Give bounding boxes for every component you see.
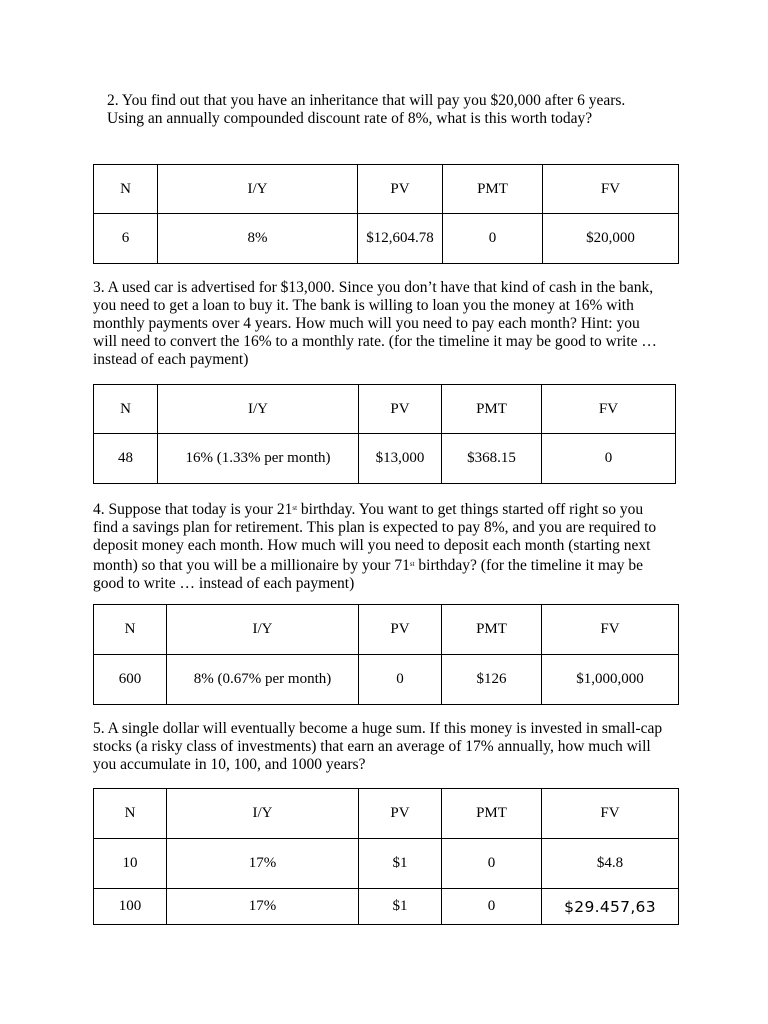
cell-pmt: $126 <box>442 655 542 705</box>
cell-pmt: $368.15 <box>442 434 542 484</box>
cell-iy: 17% <box>167 839 359 889</box>
question-4-table <box>93 604 679 705</box>
cell-n: 6 <box>94 214 158 264</box>
cell-fv: $1,000,000 <box>542 655 679 705</box>
table-row <box>94 839 679 889</box>
question-2-text: 2. You find out that you have an inheritance that will pay you $20,000 after 6 years. Using an annually compounded discount rate of 8%, what is this worth today? <box>107 92 626 127</box>
cell-pv: $13,000 <box>359 434 442 484</box>
cell-pv: $1 <box>359 839 442 889</box>
q4-text-b: birthday. You want to get things started off right so you find a savings plan for retirement. This plan is expected to pay 8%, and you are required to deposit money each month. How much will you need to deposit each month (starting next month) so that you will be a millionaire by your 71 <box>93 501 657 574</box>
header-pv: PV <box>358 165 443 214</box>
cell-iy: 16% (1.33% per month) <box>158 434 359 484</box>
cell-pmt: 0 <box>442 889 542 925</box>
cell-fv: 0 <box>542 434 676 484</box>
header-pv: PV <box>359 385 442 434</box>
cell-pv: 0 <box>359 655 442 705</box>
q4-text-a: 4. Suppose that today is your 21 <box>93 501 293 518</box>
header-fv: FV <box>543 165 679 214</box>
cell-pmt: 0 <box>442 839 542 889</box>
table-row <box>94 889 679 925</box>
header-pmt: PMT <box>443 165 543 214</box>
ordinal-suffix: st <box>292 504 298 512</box>
cell-n: 100 <box>94 889 167 925</box>
header-n: N <box>94 165 158 214</box>
table-row <box>94 655 679 705</box>
cell-iy: 8% (0.67% per month) <box>167 655 359 705</box>
question-4-text <box>93 499 658 593</box>
cell-pv: $1 <box>359 889 442 925</box>
question-5-table <box>93 788 679 925</box>
header-iy: I/Y <box>158 165 358 214</box>
header-pmt: PMT <box>442 789 542 839</box>
header-pmt: PMT <box>442 385 542 434</box>
cell-iy: 8% <box>158 214 358 264</box>
header-fv: FV <box>542 789 679 839</box>
table-row <box>94 214 679 264</box>
header-pv: PV <box>359 605 442 655</box>
header-iy: I/Y <box>167 789 359 839</box>
table-header-row <box>94 605 679 655</box>
cell-pv: $12,604.78 <box>358 214 443 264</box>
header-pv: PV <box>359 789 442 839</box>
header-fv: FV <box>542 605 679 655</box>
cell-n: 48 <box>94 434 158 484</box>
cell-n: 600 <box>94 655 167 705</box>
header-fv: FV <box>542 385 676 434</box>
header-pmt: PMT <box>442 605 542 655</box>
question-3-text: 3. A used car is advertised for $13,000. Since you don’t have that kind of cash in the bank, you need to get a loan to buy it. The bank is willing to loan you the money at 16% with monthly payments over 4 years. How much will you need to pay each month? Hint: you will need to convert the 16% to a monthly rate. (for the timeline it may be good to write … instead of each payment) <box>93 279 657 368</box>
table-header-row <box>94 789 679 839</box>
header-n: N <box>94 385 158 434</box>
cell-pmt: 0 <box>443 214 543 264</box>
cell-fv: $20,000 <box>543 214 679 264</box>
ordinal-suffix: st <box>409 560 415 568</box>
table-header-row <box>94 165 679 214</box>
q4-text-c: birthday? (for the timeline it may be good to write … instead of each payment) <box>93 557 644 592</box>
cell-iy: 17% <box>167 889 359 925</box>
table-header-row <box>94 385 676 434</box>
question-3-table <box>93 384 676 484</box>
header-n: N <box>94 605 167 655</box>
header-iy: I/Y <box>158 385 359 434</box>
header-n: N <box>94 789 167 839</box>
question-2-table <box>93 164 679 264</box>
cell-n: 10 <box>94 839 167 889</box>
cell-fv: $29.457,63 <box>542 889 679 925</box>
header-iy: I/Y <box>167 605 359 655</box>
cell-fv: $4.8 <box>542 839 679 889</box>
question-5-text: 5. A single dollar will eventually become a huge sum. If this money is invested in small-cap stocks (a risky class of investments) that earn an average of 17% annually, how much will you accumulate in 10, 100, and 1000 years? <box>93 720 663 773</box>
table-row <box>94 434 676 484</box>
